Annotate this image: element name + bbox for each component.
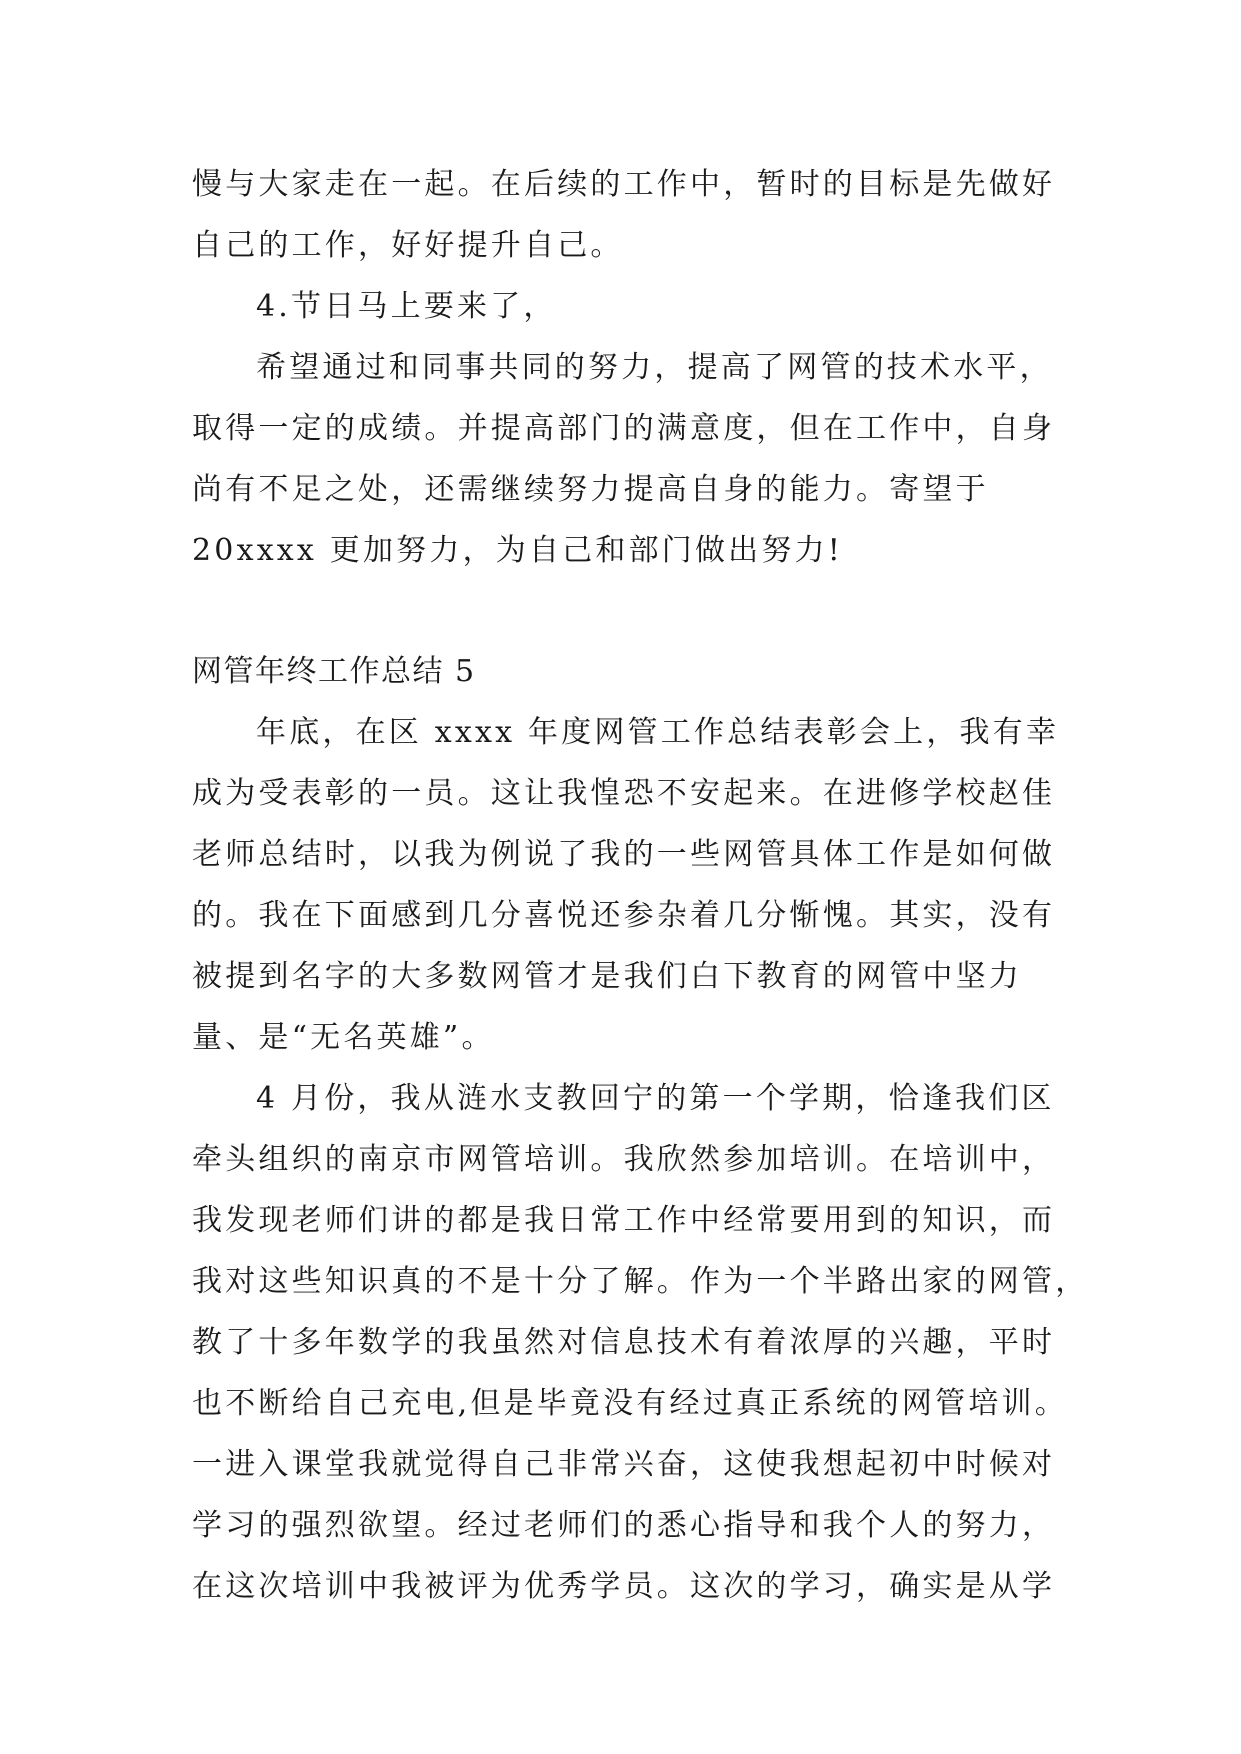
text-line: 慢与大家走在一起。在后续的工作中，暂时的目标是先做好 — [192, 167, 1056, 202]
text-line: 希望通过和同事共同的努力，提高了网管的技术水平， — [256, 350, 1053, 385]
text-line: 自己的工作，好好提升自己。 — [192, 228, 624, 263]
text-line: 取得一定的成绩。并提高部门的满意度，但在工作中，自身 — [192, 411, 1056, 446]
document-body — [192, 154, 1089, 1617]
section-heading: 网管年终工作总结 5 — [192, 654, 476, 689]
section-gap — [192, 581, 1060, 641]
text-line: 在这次培训中我被评为优秀学员。这次的学习，确实是从学 — [192, 1569, 1056, 1604]
text-line: 我对这些知识真的不是十分了解。作为一个半路出家的网管， — [192, 1264, 1089, 1299]
text-line: 20xxxx 更加努力，为自己和部门做出努力! — [192, 533, 844, 568]
text-line: 尚有不足之处，还需继续努力提高自身的能力。寄望于 — [192, 472, 989, 507]
text-line: 被提到名字的大多数网管才是我们白下教育的网管中坚力 — [192, 959, 1022, 994]
list-item-4: 4.节日马上要来了， — [256, 289, 557, 324]
text-line: 的。我在下面感到几分喜悦还参杂着几分惭愧。其实，没有 — [192, 898, 1056, 933]
text-line: 一进入课堂我就觉得自己非常兴奋，这使我想起初中时候对 — [192, 1447, 1056, 1482]
text-line: 学习的强烈欲望。经过老师们的悉心指导和我个人的努力， — [192, 1508, 1056, 1543]
text-line: 牵头组织的南京市网管培训。我欣然参加培训。在培训中， — [192, 1142, 1056, 1177]
text-line: 年底，在区 xxxx 年度网管工作总结表彰会上，我有幸 — [256, 715, 1060, 750]
text-line: 老师总结时，以我为例说了我的一些网管具体工作是如何做 — [192, 837, 1056, 872]
text-line: 量、是“无名英雄”。 — [192, 1020, 495, 1055]
text-line: 成为受表彰的一员。这让我惶恐不安起来。在进修学校赵佳 — [192, 776, 1056, 811]
text-line: 教了十多年数学的我虽然对信息技术有着浓厚的兴趣，平时 — [192, 1325, 1056, 1360]
text-line: 4 月份，我从涟水支教回宁的第一个学期，恰逢我们区 — [256, 1081, 1055, 1116]
text-line: 也不断给自己充电,但是毕竟没有经过真正系统的网管培训。 — [192, 1386, 1068, 1421]
text-line: 我发现老师们讲的都是我日常工作中经常要用到的知识，而 — [192, 1203, 1056, 1238]
